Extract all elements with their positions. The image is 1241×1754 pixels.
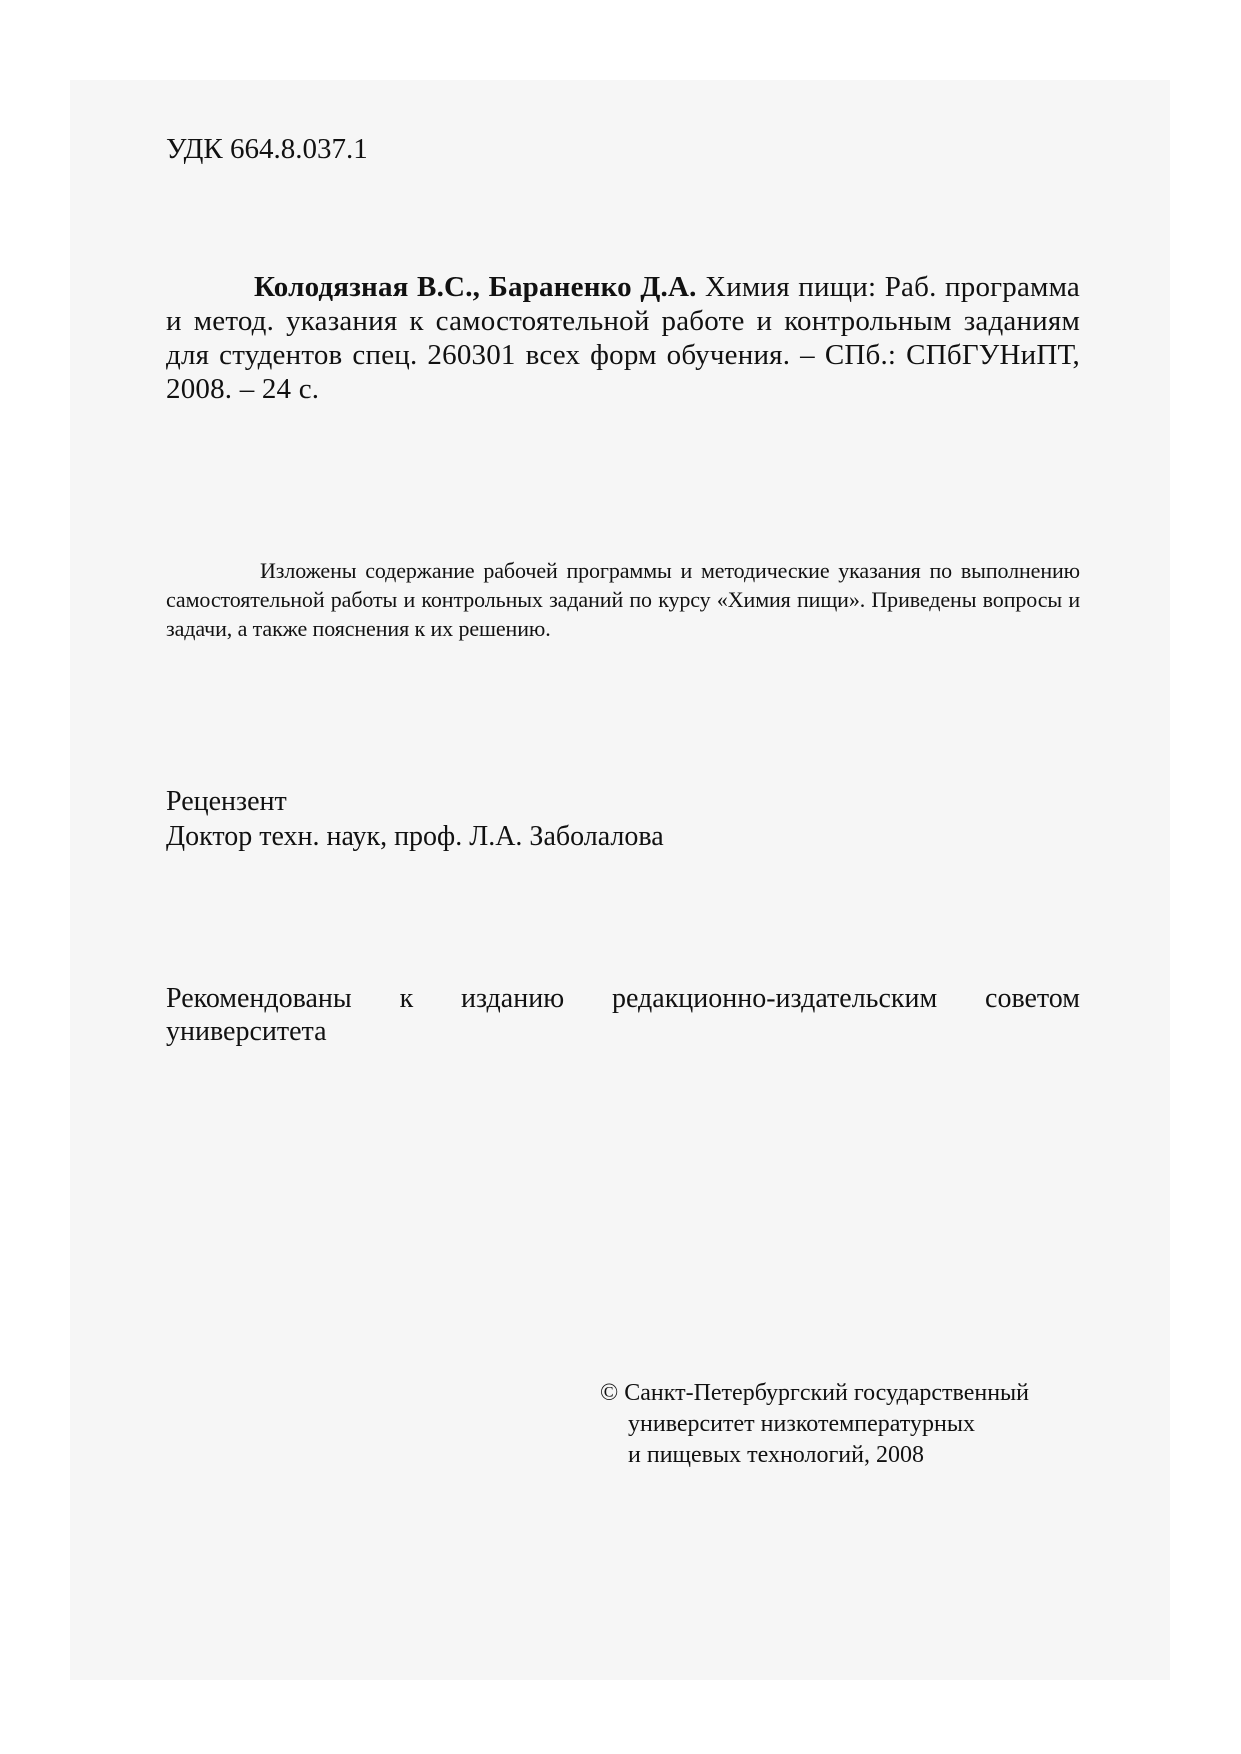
- reviewer-block: [166, 784, 1080, 854]
- bibliographic-citation: [166, 270, 1080, 406]
- citation-text: Химия пищи: Раб. программа и метод. указания к самостоятельной работе и контрольным заданиям для студентов спец. 260301 всех форм обучения. – СПб.: СПбГУНиПТ, 2008. – 24 с.: [166, 271, 1080, 405]
- copyright-line-1: © Санкт-Петербургский государственный: [600, 1380, 1029, 1406]
- reviewer-heading: Рецензент: [166, 786, 287, 817]
- copyright-line-2: университет низкотемпературных: [628, 1411, 975, 1437]
- annotation: Изложены содержание рабочей программы и методические указания по выполнению самостоятельной работы и контрольных заданий по курсу «Химия пищи». Приведены вопросы и задачи, а также пояснения к их решению.: [166, 558, 1080, 641]
- copyright-block: [600, 1378, 1100, 1471]
- publication-recommendation: Рекомендованы к изданию редакционно-издательским советом университета: [166, 983, 1080, 1047]
- citation-authors: Колодязная В.С., Бараненко Д.А.: [254, 271, 697, 303]
- reviewer-name: Доктор техн. наук, проф. Л.А. Заболалова: [166, 821, 664, 852]
- udk-code: УДК 664.8.037.1: [166, 133, 368, 165]
- copyright-line-3: и пищевых технологий, 2008: [628, 1442, 924, 1468]
